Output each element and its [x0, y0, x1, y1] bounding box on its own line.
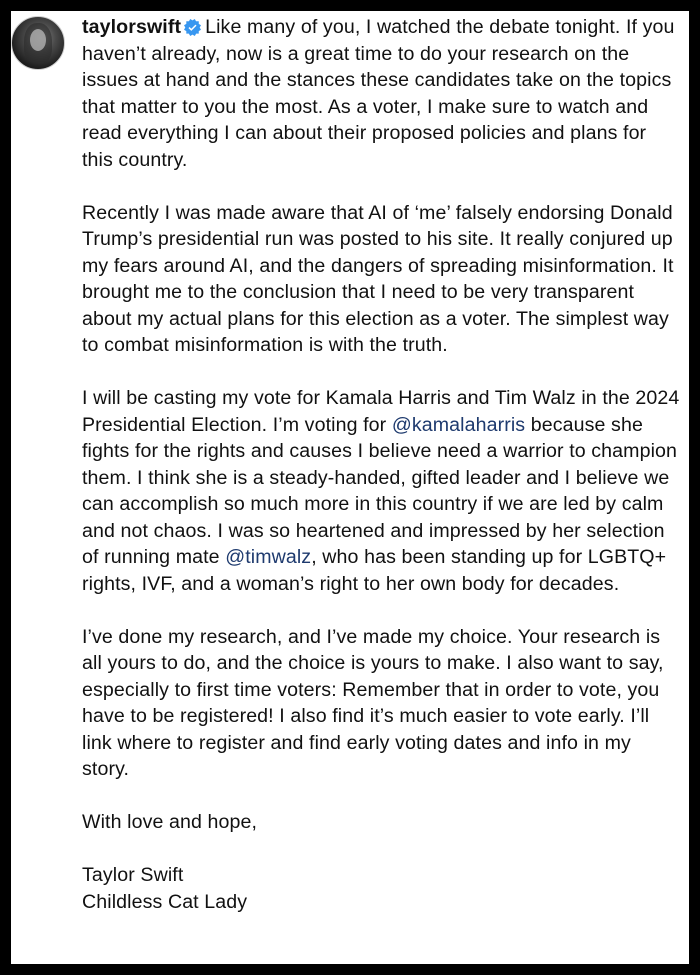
caption-paragraph-2	[82, 200, 682, 359]
caption-text	[82, 14, 682, 942]
signature-title: Childless Cat Lady	[82, 890, 248, 913]
paragraph-3-text-part3: , who has been standing up for LGBTQ+ rights, IVF, and a woman’s right to her own body for decades.	[82, 546, 667, 595]
paragraph-3-text-part2: because she fights for the rights and causes I believe need a warrior to champion them. I think she is a steady-handed, gifted leader and I believe we can accomplish so much more in this country if we are led by calm and not chaos. I was so heartened and impressed by her selection of running mate	[82, 413, 678, 568]
signature-name: Taylor Swift	[82, 864, 184, 886]
paragraph-4-text: I’ve done my research, and I’ve made my choice. Your research is all yours to do, and the choice is yours to make. I also want to say, especially to first time voters: Remember that in order to vote, you have to be registered! I also find it’s much easier to vote early. I’ll link where to register and find early voting dates and info in my story.	[82, 625, 664, 780]
verified-badge-icon	[184, 19, 201, 36]
caption-signature	[82, 862, 682, 915]
paragraph-1-text: Like many of you, I watched the debate tonight. If you haven’t already, now is a great time to do your research on the issues at hand and the stances these candidates take on the topics that matter to you the most. As a voter, I make sure to watch and read everything I can about their proposed policies and plans for this country.	[82, 16, 675, 171]
caption-paragraph-1	[82, 14, 682, 173]
caption-paragraph-5	[82, 809, 682, 836]
profile-avatar[interactable]	[11, 16, 65, 70]
paragraph-3-text-part1: I will be casting my vote for Kamala Harris and Tim Walz in the 2024 Presidential Election. I’m voting for	[82, 387, 680, 436]
mention-timwalz-link[interactable]: @timwalz	[225, 546, 312, 568]
paragraph-2-text: Recently I was made aware that AI of ‘me’ falsely endorsing Donald Trump’s presidential run was posted to his site. It really conjured up my fears around AI, and the dangers of spreading misinformation. It brought me to the conclusion that I need to be very transparent about my actual plans for this election as a voter. The simplest way to combat misinformation is with the truth.	[82, 201, 674, 356]
username-link[interactable]: taylorswift	[82, 16, 182, 38]
avatar-face-shape	[30, 29, 46, 51]
paragraph-5-text: With love and hope,	[82, 811, 258, 833]
mention-kamalaharris-link[interactable]: @kamalaharris	[391, 413, 526, 436]
post-caption-card	[11, 11, 689, 964]
caption-paragraph-3	[82, 385, 682, 597]
caption-paragraph-4	[82, 624, 682, 783]
